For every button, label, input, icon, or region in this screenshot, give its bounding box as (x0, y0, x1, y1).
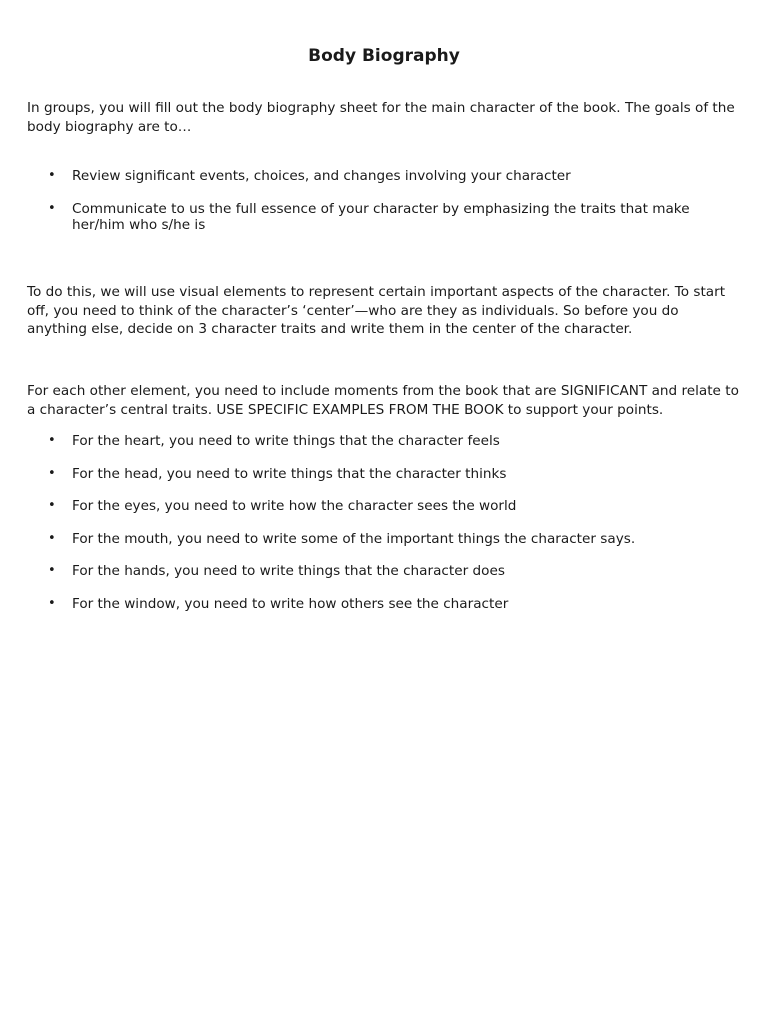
element-item-eyes (0, 498, 732, 515)
element-text: For the heart, you need to write things that the character feels (72, 433, 500, 449)
bullet-icon: • (48, 530, 56, 546)
bullet-icon: • (48, 563, 56, 578)
bullet-icon: • (48, 465, 56, 481)
element-item-heart (0, 433, 732, 450)
page-title: Body Biography (308, 46, 460, 66)
element-item-mouth (0, 531, 732, 548)
bullet-icon: • (48, 200, 56, 216)
goal-text: Review significant events, choices, and changes involving your character (72, 168, 571, 184)
element-text: For the eyes, you need to write how the character sees the world (72, 498, 517, 514)
element-text: For the hands, you need to write things that the character does (72, 563, 505, 579)
element-text: For the window, you need to write how others see the character (72, 595, 509, 612)
bullet-icon: • (48, 498, 56, 513)
element-text: For the head, you need to write things that the character thinks (72, 465, 507, 482)
intro-paragraph: In groups, you will fill out the body biography sheet for the main character of the book. The goals of the body biography are to… (27, 100, 735, 135)
element-item-head (0, 466, 732, 483)
element-text: For the mouth, you need to write some of the important things the character says. (72, 530, 636, 547)
elements-list (0, 433, 768, 612)
element-item-window (0, 596, 732, 613)
goals-list (0, 168, 768, 234)
center-paragraph: To do this, we will use visual elements to represent certain important aspects of the character. To start off, you need to think of the character’s ‘center’—who are they as individuals. So before you do anything else, decide on 3 character traits and write them in the center of the character. (27, 284, 726, 338)
goal-item (0, 201, 732, 234)
elements-paragraph: For each other element, you need to include moments from the book that are SIGNIFICANT and relate to a character’s central traits. USE SPECIFIC EXAMPLES FROM THE BOOK to support your points. (27, 383, 739, 418)
goal-text: Communicate to us the full essence of your character by emphasizing the traits that make her/him who s/he is (72, 200, 690, 233)
bullet-icon: • (48, 433, 56, 448)
element-item-hands (0, 563, 732, 580)
bullet-icon: • (48, 168, 56, 183)
bullet-icon: • (48, 595, 56, 611)
goal-item (0, 168, 732, 185)
